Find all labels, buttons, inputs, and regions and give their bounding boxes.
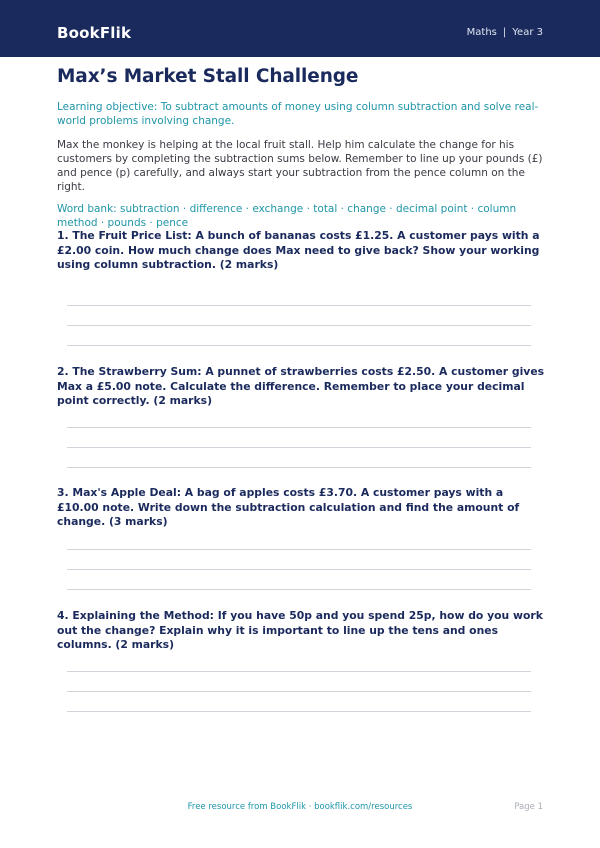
learning-objective: Learning objective: To subtract amounts of money using column subtraction and solve real-world problems involving change. <box>57 101 539 127</box>
answer-line-2a[interactable] <box>67 427 531 428</box>
subject-label: Maths <box>466 27 497 38</box>
answer-line-2c[interactable] <box>67 467 531 468</box>
answer-line-1a[interactable] <box>67 305 531 306</box>
answer-line-3c[interactable] <box>67 589 531 590</box>
page-title: Max’s Market Stall Challenge <box>57 66 359 87</box>
footer-credit: Free resource from BookFlik · bookflik.com/resources <box>187 802 413 812</box>
answer-line-2b[interactable] <box>67 447 531 448</box>
answer-line-3a[interactable] <box>67 549 531 550</box>
question-1: 1. The Fruit Price List: A bunch of bananas costs £1.25. A customer pays with a £2.00 coin. How much change does Max need to give back? Show your working using column subtraction. (2 marks) <box>57 229 540 271</box>
intro-text: Max the monkey is helping at the local fruit stall. Help him calculate the change for his customers by completing the subtraction sums below. Remember to line up your pounds (£) and pence (p) carefully, and always start your subtraction from the pence column on the right. <box>57 139 543 193</box>
question-4: 4. Explaining the Method: If you have 50p and you spend 25p, how do you work out the change? Explain why it is important to line up the tens and ones columns. (2 marks) <box>57 609 543 651</box>
page-header <box>0 0 600 57</box>
answer-line-4c[interactable] <box>67 711 531 712</box>
answer-line-4a[interactable] <box>67 671 531 672</box>
brand-logo: BookFlik <box>57 24 132 42</box>
answer-line-1b[interactable] <box>67 325 531 326</box>
word-bank: Word bank: subtraction · difference · exchange · total · change · decimal point · column method · pounds · pence <box>57 203 517 229</box>
answer-line-1c[interactable] <box>67 345 531 346</box>
meta-separator: | <box>502 27 507 38</box>
intro-section <box>57 65 543 230</box>
year-label: Year 3 <box>512 27 543 38</box>
answer-line-3b[interactable] <box>67 569 531 570</box>
question-2: 2. The Strawberry Sum: A punnet of strawberries costs £2.50. A customer gives Max a £5.00 note. Calculate the difference. Remember to place your decimal point correctly. (2 marks) <box>57 365 545 407</box>
page-number: Page 1 <box>514 802 543 812</box>
answer-line-4b[interactable] <box>67 691 531 692</box>
header-meta <box>467 27 543 38</box>
question-3: 3. Max's Apple Deal: A bag of apples costs £3.70. A customer pays with a £10.00 note. Write down the subtraction calculation and find the amount of change. (3 marks) <box>57 486 520 528</box>
